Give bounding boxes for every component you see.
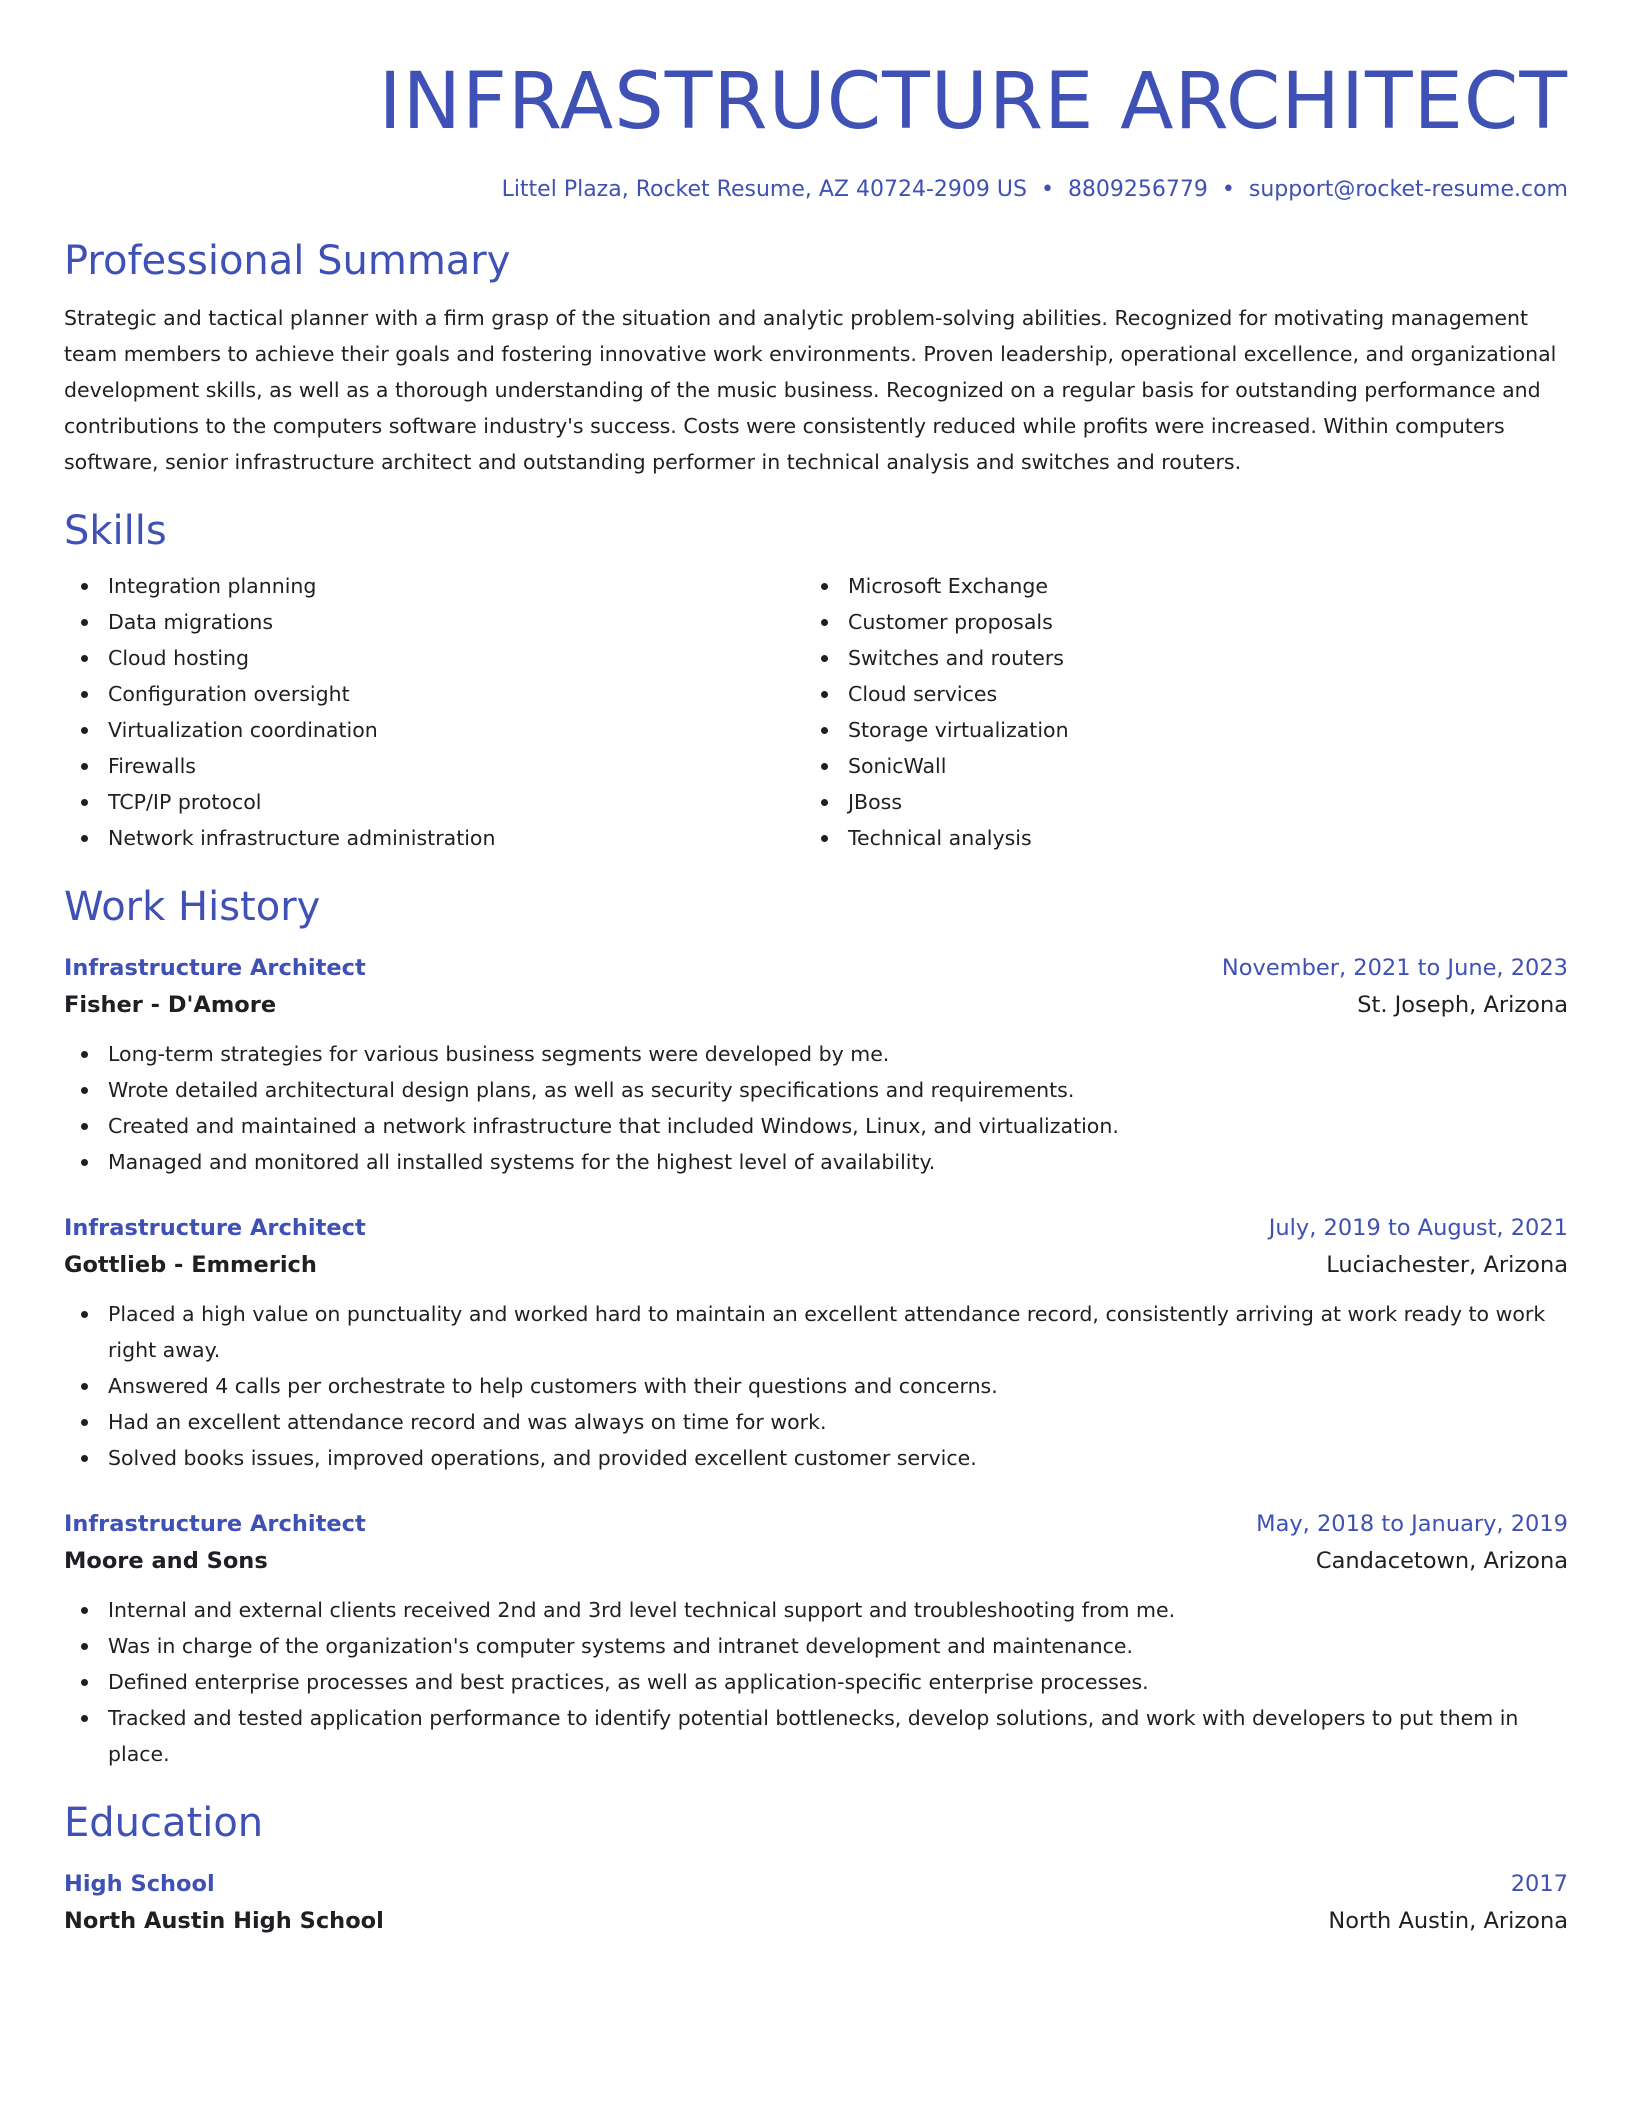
skills-right-column: [804, 568, 1544, 856]
education-section: [64, 1798, 1568, 1940]
skill-item: Cloud hosting: [64, 640, 804, 676]
job-bullet: Tracked and tested application performance to identify potential bottlenecks, develop solutions, and work with developers to put them in place.: [64, 1700, 1568, 1772]
skill-item: Microsoft Exchange: [804, 568, 1544, 604]
job-company: Gottlieb - Emmerich: [64, 1252, 317, 1278]
job-dates: November, 2021 to June, 2023: [1221, 955, 1568, 981]
skill-item: Technical analysis: [804, 820, 1544, 856]
job-company-row: [64, 1542, 1568, 1580]
job-bullet: Had an excellent attendance record and was always on time for work.: [64, 1404, 1568, 1440]
job-bullet: Managed and monitored all installed systems for the highest level of availability.: [64, 1144, 1568, 1180]
skill-item: Customer proposals: [804, 604, 1544, 640]
job-entry: [64, 1210, 1568, 1476]
summary-title: Professional Summary: [64, 238, 511, 284]
job-company-row: [64, 986, 1568, 1024]
education-school-row: [64, 1902, 1568, 1940]
job-location: Candacetown, Arizona: [1315, 1548, 1568, 1574]
job-company: Moore and Sons: [64, 1548, 268, 1574]
skill-item: Firewalls: [64, 748, 804, 784]
skill-item: Configuration oversight: [64, 676, 804, 712]
contact-email[interactable]: support@rocket-resume.com: [1248, 177, 1568, 202]
job-dates: May, 2018 to January, 2019: [1256, 1511, 1568, 1537]
skill-item: Switches and routers: [804, 640, 1544, 676]
job-company-row: [64, 1246, 1568, 1284]
education-title: Education: [64, 1800, 264, 1846]
skill-item: JBoss: [804, 784, 1544, 820]
job-header-row: [64, 1210, 1568, 1246]
job-bullet: Solved books issues, improved operations, and provided excellent customer service.: [64, 1440, 1568, 1476]
job-header-row: [64, 950, 1568, 986]
job-header-row: [64, 1506, 1568, 1542]
skill-item: Data migrations: [64, 604, 804, 640]
education-location: North Austin, Arizona: [1328, 1908, 1568, 1934]
resume-name: INFRASTRUCTURE ARCHITECT: [378, 57, 1568, 147]
job-bullet: Long-term strategies for various business segments were developed by me.: [64, 1036, 1568, 1072]
skill-item: Virtualization coordination: [64, 712, 804, 748]
job-bullets: [64, 1592, 1568, 1772]
contact-line: [64, 174, 1568, 206]
resume-header: [64, 52, 1568, 206]
job-bullet: Answered 4 calls per orchestrate to help customers with their questions and concerns.: [64, 1368, 1568, 1404]
skill-item: TCP/IP protocol: [64, 784, 804, 820]
education-school: North Austin High School: [64, 1908, 384, 1934]
job-bullet: Placed a high value on punctuality and worked hard to maintain an excellent attendance record, consistently arriving at work ready to work right away.: [64, 1296, 1568, 1368]
job-dates: July, 2019 to August, 2021: [1268, 1215, 1568, 1241]
job-bullets: [64, 1296, 1568, 1476]
skills-columns: [64, 568, 1568, 856]
job-title: Infrastructure Architect: [64, 955, 366, 981]
summary-text: Strategic and tactical planner with a firm grasp of the situation and analytic problem-solving abilities. Recognized for motivating management team members to achieve their goals and fostering innovative work environments. Proven leadership, operational excellence, and organizational development skills, as well as a thorough understanding of the music business. Recognized on a regular basis for outstanding performance and contributions to the computers software industry's success. Costs were consistently reduced while profits were increased. Within computers software, senior infrastructure architect and outstanding performer in technical analysis and switches and routers.: [64, 306, 1557, 474]
summary-section: [64, 236, 1568, 480]
job-title: Infrastructure Architect: [64, 1215, 366, 1241]
job-bullet: Was in charge of the organization's computer systems and intranet development and maintenance.: [64, 1628, 1568, 1664]
skill-item: Storage virtualization: [804, 712, 1544, 748]
job-bullet: Created and maintained a network infrastructure that included Windows, Linux, and virtualization.: [64, 1108, 1568, 1144]
job-location: St. Joseph, Arizona: [1357, 992, 1568, 1018]
contact-address: Littel Plaza, Rocket Resume, AZ 40724-2909 US: [501, 177, 1027, 202]
work-history-title: Work History: [64, 884, 321, 930]
education-header-row: [64, 1866, 1568, 1902]
education-degree: High School: [64, 1871, 215, 1897]
contact-separator: •: [1040, 177, 1054, 202]
skill-item: Network infrastructure administration: [64, 820, 804, 856]
skill-item: Integration planning: [64, 568, 804, 604]
skill-item: SonicWall: [804, 748, 1544, 784]
contact-phone: 8809256779: [1067, 177, 1208, 202]
job-bullet: Defined enterprise processes and best practices, as well as application-specific enterprise processes.: [64, 1664, 1568, 1700]
job-bullet: Wrote detailed architectural design plans, as well as security specifications and requirements.: [64, 1072, 1568, 1108]
skills-section: [64, 506, 1568, 856]
job-bullet: Internal and external clients received 2nd and 3rd level technical support and troubleshooting from me.: [64, 1592, 1568, 1628]
contact-separator: •: [1221, 177, 1235, 202]
education-entry: [64, 1866, 1568, 1940]
job-entry: [64, 1506, 1568, 1772]
work-history-section: [64, 882, 1568, 1772]
skills-title: Skills: [64, 508, 167, 554]
job-company: Fisher - D'Amore: [64, 992, 277, 1018]
job-title: Infrastructure Architect: [64, 1511, 366, 1537]
job-bullets: [64, 1036, 1568, 1180]
job-location: Luciachester, Arizona: [1326, 1252, 1568, 1278]
skill-item: Cloud services: [804, 676, 1544, 712]
job-entry: [64, 950, 1568, 1180]
skills-left-column: [64, 568, 804, 856]
education-year: 2017: [1510, 1871, 1568, 1897]
